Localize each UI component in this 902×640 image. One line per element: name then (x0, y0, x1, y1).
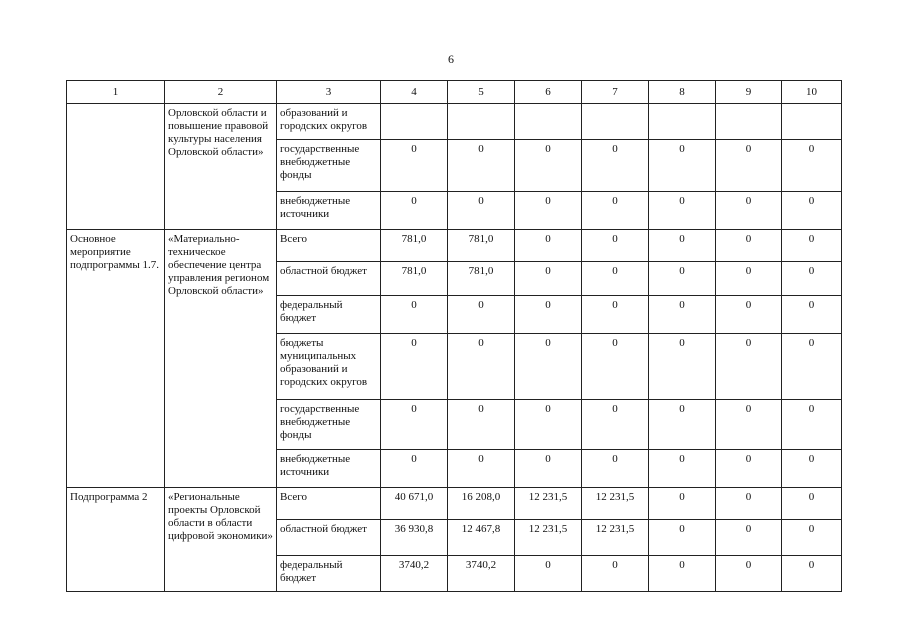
value-cell: 0 (716, 488, 782, 520)
value-cell: 781,0 (448, 262, 515, 296)
value-cell: 3740,2 (448, 556, 515, 592)
measure-cell (67, 104, 165, 230)
value-cell: 0 (448, 400, 515, 450)
value-cell: 0 (448, 334, 515, 400)
value-cell: 0 (582, 296, 649, 334)
value-cell: 0 (381, 140, 448, 192)
value-cell: 0 (649, 192, 716, 230)
value-cell: 0 (782, 192, 842, 230)
measure-title-cell: «Материально-техническое обеспечение центра управления регионом Орловской области» (165, 230, 277, 488)
value-cell: 0 (649, 296, 716, 334)
value-cell: 0 (515, 296, 582, 334)
value-cell: 0 (782, 262, 842, 296)
value-cell: 0 (582, 262, 649, 296)
funding-source-cell: областной бюджет (277, 262, 381, 296)
value-cell: 0 (716, 334, 782, 400)
value-cell: 0 (649, 556, 716, 592)
value-cell: 40 671,0 (381, 488, 448, 520)
value-cell: 0 (716, 192, 782, 230)
value-cell: 0 (515, 334, 582, 400)
value-cell: 781,0 (381, 230, 448, 262)
value-cell: 0 (716, 140, 782, 192)
table-row (67, 230, 842, 262)
value-cell (582, 104, 649, 140)
value-cell: 0 (716, 556, 782, 592)
value-cell: 0 (515, 556, 582, 592)
value-cell (782, 104, 842, 140)
value-cell: 0 (515, 192, 582, 230)
value-cell: 0 (649, 520, 716, 556)
value-cell: 0 (716, 296, 782, 334)
value-cell: 0 (582, 192, 649, 230)
value-cell (448, 104, 515, 140)
value-cell (716, 104, 782, 140)
column-header: 4 (381, 81, 448, 104)
value-cell: 0 (649, 230, 716, 262)
measure-title-cell: Орловской области и повышение правовой культуры населения Орловской области» (165, 104, 277, 230)
table-row (67, 488, 842, 520)
value-cell: 0 (782, 140, 842, 192)
column-header: 7 (582, 81, 649, 104)
measure-title-cell: «Региональные проекты Орловской области в области цифровой экономики» (165, 488, 277, 592)
value-cell: 0 (649, 334, 716, 400)
value-cell: 0 (582, 140, 649, 192)
value-cell: 0 (649, 262, 716, 296)
value-cell: 16 208,0 (448, 488, 515, 520)
value-cell: 0 (782, 230, 842, 262)
value-cell: 0 (515, 400, 582, 450)
funding-source-cell: федеральный бюджет (277, 556, 381, 592)
value-cell: 0 (782, 488, 842, 520)
value-cell: 12 231,5 (582, 520, 649, 556)
value-cell: 12 231,5 (515, 520, 582, 556)
value-cell: 0 (649, 400, 716, 450)
funding-source-cell: государственные внебюджетные фонды (277, 400, 381, 450)
value-cell: 36 930,8 (381, 520, 448, 556)
value-cell: 0 (515, 262, 582, 296)
value-cell: 0 (716, 520, 782, 556)
value-cell: 0 (448, 450, 515, 488)
value-cell: 0 (515, 450, 582, 488)
column-header: 9 (716, 81, 782, 104)
value-cell: 0 (381, 450, 448, 488)
value-cell (515, 104, 582, 140)
value-cell: 0 (716, 400, 782, 450)
value-cell: 0 (582, 556, 649, 592)
column-header: 2 (165, 81, 277, 104)
value-cell: 0 (448, 140, 515, 192)
funding-source-cell: областной бюджет (277, 520, 381, 556)
funding-source-cell: образований и городских округов (277, 104, 381, 140)
value-cell: 0 (782, 556, 842, 592)
value-cell (649, 104, 716, 140)
value-cell: 0 (716, 262, 782, 296)
value-cell: 0 (582, 230, 649, 262)
funding-source-cell: внебюджетные источники (277, 192, 381, 230)
value-cell: 0 (381, 334, 448, 400)
column-header: 3 (277, 81, 381, 104)
funding-source-cell: Всего (277, 230, 381, 262)
column-header: 6 (515, 81, 582, 104)
value-cell: 0 (782, 334, 842, 400)
value-cell: 3740,2 (381, 556, 448, 592)
value-cell: 0 (381, 296, 448, 334)
funding-source-cell: Всего (277, 488, 381, 520)
value-cell (381, 104, 448, 140)
value-cell: 0 (649, 488, 716, 520)
value-cell: 0 (782, 296, 842, 334)
header-row (67, 81, 842, 104)
column-header: 10 (782, 81, 842, 104)
funding-source-cell: федеральный бюджет (277, 296, 381, 334)
measure-cell: Основное мероприятие подпрограммы 1.7. (67, 230, 165, 488)
value-cell: 0 (448, 192, 515, 230)
column-header: 1 (67, 81, 165, 104)
value-cell: 0 (649, 450, 716, 488)
funding-source-cell: внебюджетные источники (277, 450, 381, 488)
value-cell: 0 (782, 400, 842, 450)
value-cell: 0 (716, 230, 782, 262)
column-header: 8 (649, 81, 716, 104)
value-cell: 0 (649, 140, 716, 192)
budget-table (66, 80, 842, 592)
value-cell: 0 (515, 140, 582, 192)
value-cell: 781,0 (381, 262, 448, 296)
page-number: 6 (448, 52, 454, 66)
value-cell: 12 231,5 (515, 488, 582, 520)
value-cell: 0 (448, 296, 515, 334)
value-cell: 0 (582, 400, 649, 450)
value-cell: 0 (782, 520, 842, 556)
value-cell: 0 (582, 334, 649, 400)
table-body (67, 81, 842, 592)
value-cell: 0 (515, 230, 582, 262)
funding-source-cell: государственные внебюджетные фонды (277, 140, 381, 192)
table-row (67, 104, 842, 140)
value-cell: 0 (716, 450, 782, 488)
value-cell: 12 231,5 (582, 488, 649, 520)
value-cell: 0 (381, 192, 448, 230)
value-cell: 781,0 (448, 230, 515, 262)
measure-cell: Подпрограмма 2 (67, 488, 165, 592)
value-cell: 0 (782, 450, 842, 488)
value-cell: 0 (582, 450, 649, 488)
value-cell: 0 (381, 400, 448, 450)
funding-source-cell: бюджеты муниципальных образований и городских округов (277, 334, 381, 400)
value-cell: 12 467,8 (448, 520, 515, 556)
column-header: 5 (448, 81, 515, 104)
